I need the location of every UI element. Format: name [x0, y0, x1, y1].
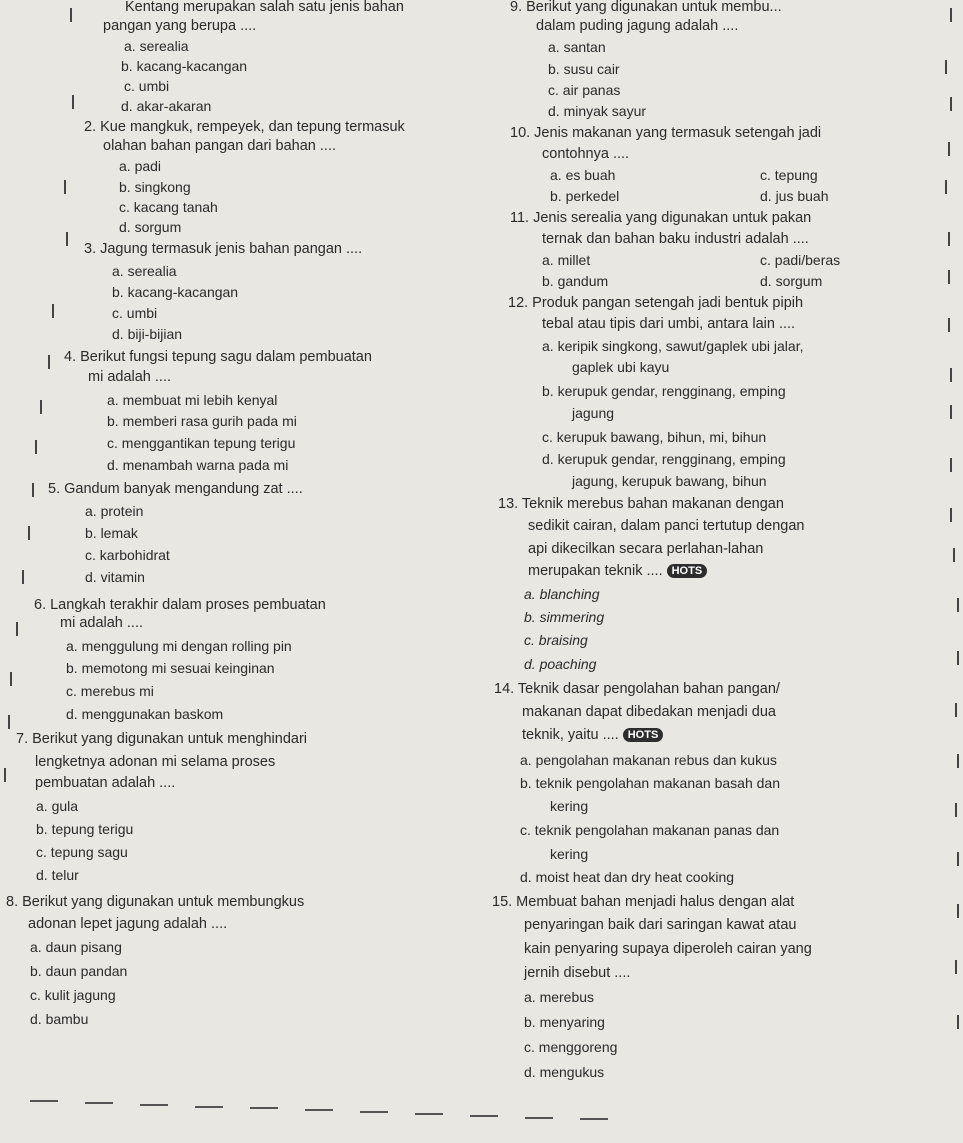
dash-line [360, 1111, 388, 1113]
line-text: c. braising [524, 632, 588, 648]
question-line [524, 940, 812, 958]
dash-line [415, 1113, 443, 1115]
line-text: d. sorgum [760, 273, 823, 289]
option-line [524, 585, 600, 603]
option-line [524, 1063, 604, 1081]
margin-bar [28, 526, 30, 540]
question-line [60, 614, 143, 632]
line-text: jagung [572, 405, 615, 421]
option-line [30, 1010, 88, 1028]
question-line [103, 17, 256, 35]
option-line [572, 472, 767, 490]
option-line [542, 272, 608, 290]
line-text: dalam puding jagung adalah .... [536, 18, 739, 34]
line-text: ternak dan bahan baku industri adalah .... [542, 231, 809, 247]
question-line [528, 562, 707, 580]
margin-bar [22, 570, 24, 584]
option-line [121, 97, 211, 115]
question-line [522, 726, 663, 744]
line-text: contohnya .... [542, 146, 630, 162]
line-text: d. kerupuk gendar, rengginang, emping [542, 451, 786, 467]
line-text: a. es buah [550, 167, 616, 183]
option-line [30, 938, 122, 956]
margin-bar [35, 440, 37, 454]
option-line [107, 391, 277, 409]
option-line [550, 166, 615, 184]
line-text: d. biji-bijian [112, 326, 183, 342]
question-line [35, 774, 175, 792]
margin-bar [953, 548, 955, 562]
line-text: c. menggantikan tepung terigu [107, 435, 296, 451]
hots-badge: HOTS [623, 728, 664, 742]
option-line [85, 568, 145, 586]
margin-bar [950, 405, 952, 419]
line-text: Kentang merupakan salah satu jenis bahan [125, 0, 404, 15]
option-line [520, 821, 779, 839]
option-line [66, 637, 292, 655]
option-line [548, 81, 620, 99]
margin-bar [950, 368, 952, 382]
line-text: jernih disebut .... [524, 965, 631, 981]
line-text: c. kerupuk bawang, bihun, mi, bihun [542, 429, 767, 445]
dash-line [30, 1100, 58, 1102]
option-line [85, 502, 143, 520]
line-text: c. kacang tanah [119, 199, 218, 215]
line-text: a. protein [85, 503, 144, 519]
line-text: a. millet [542, 252, 591, 268]
option-line [66, 705, 223, 723]
option-line [520, 751, 777, 769]
margin-bar [4, 768, 6, 782]
line-text: 2. Kue mangkuk, rempeyek, dan tepung termasuk [84, 119, 405, 135]
option-line [524, 631, 588, 649]
line-text: b. singkong [119, 179, 191, 195]
margin-bar [64, 180, 66, 194]
margin-bar [32, 483, 34, 497]
option-line [107, 412, 297, 430]
margin-bar [72, 95, 74, 109]
line-text: tebal atau tipis dari umbi, antara lain .... [542, 316, 796, 332]
margin-bar [948, 318, 950, 332]
option-line [542, 428, 766, 446]
line-text: c. kulit jagung [30, 987, 116, 1003]
question-line [88, 368, 171, 386]
line-text: c. tepung sagu [36, 844, 128, 860]
question-line [494, 680, 780, 698]
line-text: makanan dapat dibedakan menjadi dua [522, 704, 776, 720]
dash-line [250, 1107, 278, 1109]
question-line [35, 753, 275, 771]
line-text: 6. Langkah terakhir dalam proses pembuatan [34, 597, 326, 613]
margin-bar [950, 458, 952, 472]
line-text: b. daun pandan [30, 963, 128, 979]
margin-bar [955, 803, 957, 817]
margin-bar [48, 355, 50, 369]
line-text: c. air panas [548, 82, 621, 98]
option-line [66, 682, 154, 700]
margin-bar [957, 1015, 959, 1029]
line-text: olahan bahan pangan dari bahan .... [103, 138, 337, 154]
line-text: d. telur [36, 867, 79, 883]
line-text: c. menggoreng [524, 1039, 618, 1055]
margin-bar [957, 852, 959, 866]
line-text: d. minyak sayur [548, 103, 647, 119]
question-line [508, 294, 803, 312]
question-line [84, 118, 405, 136]
line-text: 12. Produk pangan setengah jadi bentuk pipih [508, 295, 804, 311]
line-text: 15. Membuat bahan menjadi halus dengan alat [492, 894, 795, 910]
line-text: d. jus buah [760, 188, 829, 204]
margin-bar [950, 97, 952, 111]
line-text: mi adalah .... [88, 369, 172, 385]
line-text: pangan yang berupa .... [103, 18, 257, 34]
question-line [528, 540, 763, 558]
line-text: a. merebus [524, 989, 595, 1005]
line-text: a. serealia [112, 263, 177, 279]
question-line [64, 348, 372, 366]
margin-bar [8, 715, 10, 729]
line-text: c. tepung [760, 167, 818, 183]
question-line [103, 137, 336, 155]
question-line [524, 964, 630, 982]
line-text: 9. Berikut yang digunakan untuk membu... [510, 0, 782, 15]
line-text: a. menggulung mi dengan rolling pin [66, 638, 292, 654]
line-text: d. akar-akaran [121, 98, 212, 114]
option-line [548, 60, 620, 78]
line-text: b. simmering [524, 609, 605, 625]
dash-line [470, 1115, 498, 1117]
line-text: c. merebus mi [66, 683, 154, 699]
margin-bar [66, 232, 68, 246]
line-text: 8. Berikut yang digunakan untuk membungkus [6, 894, 305, 910]
line-text: c. umbi [124, 78, 170, 94]
margin-bar [945, 180, 947, 194]
line-text: sedikit cairan, dalam panci tertutup dengan [528, 518, 805, 534]
question-line [48, 480, 303, 498]
option-line [550, 187, 619, 205]
option-line [36, 843, 128, 861]
question-line [510, 0, 782, 16]
question-line [34, 596, 326, 614]
line-text: b. lemak [85, 525, 138, 541]
line-text: d. bambu [30, 1011, 89, 1027]
margin-bar [948, 232, 950, 246]
line-text: d. sorgum [119, 219, 182, 235]
line-text: 13. Teknik merebus bahan makanan dengan [498, 496, 784, 512]
margin-bar [950, 8, 952, 22]
option-line [548, 102, 646, 120]
hots-badge: HOTS [667, 564, 708, 578]
option-line [30, 986, 116, 1004]
option-line [524, 1038, 617, 1056]
question-line [542, 315, 795, 333]
line-text: c. padi/beras [760, 252, 841, 268]
option-line [550, 797, 588, 815]
question-line [498, 495, 784, 513]
option-line [112, 304, 157, 322]
option-line [112, 325, 182, 343]
margin-bar [40, 400, 42, 414]
line-text: a. blanching [524, 586, 600, 602]
line-text: b. menyaring [524, 1014, 605, 1030]
question-line [524, 916, 796, 934]
margin-bar [945, 60, 947, 74]
line-text: a. membuat mi lebih kenyal [107, 392, 278, 408]
line-text: d. menambah warna pada mi [107, 457, 289, 473]
margin-bar [950, 508, 952, 522]
line-text: 14. Teknik dasar pengolahan bahan pangan/ [494, 681, 780, 697]
line-text: d. moist heat dan dry heat cooking [520, 869, 735, 885]
line-text: b. memberi rasa gurih pada mi [107, 413, 297, 429]
option-line [572, 358, 669, 376]
margin-bar [52, 304, 54, 318]
option-line [36, 820, 133, 838]
dash-line [580, 1118, 608, 1120]
option-line [124, 77, 169, 95]
line-text: b. gandum [542, 273, 609, 289]
line-text: teknik, yaitu .... [522, 727, 619, 743]
line-text: c. karbohidrat [85, 547, 170, 563]
question-line [492, 893, 794, 911]
line-text: a. daun pisang [30, 939, 122, 955]
margin-bar [948, 142, 950, 156]
option-line [36, 797, 78, 815]
question-line [510, 209, 811, 227]
margin-bar [10, 672, 12, 686]
dash-line [525, 1117, 553, 1119]
option-line [548, 38, 606, 56]
option-line [112, 262, 177, 280]
option-line [124, 37, 189, 55]
option-line [760, 251, 840, 269]
margin-bar [957, 754, 959, 768]
question-line [84, 240, 362, 258]
question-line [510, 124, 821, 142]
line-text: d. menggunakan baskom [66, 706, 224, 722]
option-line [542, 251, 590, 269]
line-text: b. kerupuk gendar, rengginang, emping [542, 383, 786, 399]
margin-bar [957, 904, 959, 918]
option-line [760, 272, 822, 290]
line-text: d. mengukus [524, 1064, 605, 1080]
option-line [524, 608, 604, 626]
dash-line [140, 1104, 168, 1106]
line-text: b. tepung terigu [36, 821, 134, 837]
option-line [119, 157, 161, 175]
question-line [6, 893, 304, 911]
line-text: kering [550, 798, 589, 814]
question-line [522, 703, 776, 721]
question-line [16, 730, 307, 748]
line-text: c. teknik pengolahan makanan panas dan [520, 822, 780, 838]
option-line [524, 988, 594, 1006]
option-line [520, 868, 734, 886]
line-text: a. serealia [124, 38, 189, 54]
option-line [119, 198, 218, 216]
line-text: kering [550, 846, 589, 862]
question-line [528, 517, 804, 535]
option-line [30, 962, 127, 980]
option-line [542, 450, 786, 468]
option-line [66, 659, 275, 677]
line-text: merupakan teknik .... [528, 563, 663, 579]
margin-bar [957, 598, 959, 612]
line-text: c. umbi [112, 305, 158, 321]
option-line [572, 404, 614, 422]
line-text: kain penyaring supaya diperoleh cairan yang [524, 941, 812, 957]
line-text: api dikecilkan secara perlahan-lahan [528, 541, 764, 557]
option-line [119, 178, 191, 196]
option-line [107, 456, 288, 474]
question-line [542, 230, 809, 248]
line-text: gaplek ubi kayu [572, 359, 670, 375]
line-text: lengketnya adonan mi selama proses [35, 754, 276, 770]
line-text: a. pengolahan makanan rebus dan kukus [520, 752, 777, 768]
margin-bar [955, 703, 957, 717]
line-text: 7. Berikut yang digunakan untuk menghindari [16, 731, 307, 747]
option-line [36, 866, 79, 884]
margin-bar [70, 8, 72, 22]
option-line [520, 774, 780, 792]
option-line [760, 166, 818, 184]
question-line [536, 17, 738, 35]
margin-bar [16, 622, 18, 636]
line-text: penyaringan baik dari saringan kawat atau [524, 917, 797, 933]
line-text: adonan lepet jagung adalah .... [28, 916, 228, 932]
line-text: b. teknik pengolahan makanan basah dan [520, 775, 780, 791]
line-text: b. kacang-kacangan [112, 284, 239, 300]
dash-line [305, 1109, 333, 1111]
option-line [85, 524, 138, 542]
option-line [550, 845, 588, 863]
option-line [107, 434, 295, 452]
line-text: 11. Jenis serealia yang digunakan untuk pakan [510, 210, 812, 226]
line-text: pembuatan adalah .... [35, 775, 176, 791]
question-line [125, 0, 404, 16]
line-text: 3. Jagung termasuk jenis bahan pangan .... [84, 241, 363, 257]
line-text: jagung, kerupuk bawang, bihun [572, 473, 767, 489]
line-text: 4. Berikut fungsi tepung sagu dalam pembuatan [64, 349, 372, 365]
line-text: 5. Gandum banyak mengandung zat .... [48, 481, 303, 497]
line-text: b. kacang-kacangan [121, 58, 248, 74]
line-text: a. santan [548, 39, 606, 55]
line-text: a. keripik singkong, sawut/gaplek ubi jalar, [542, 338, 804, 354]
option-line [119, 218, 181, 236]
dash-line [85, 1102, 113, 1104]
line-text: 10. Jenis makanan yang termasuk setengah jadi [510, 125, 822, 141]
dash-line [195, 1106, 223, 1108]
option-line [524, 655, 596, 673]
option-line [112, 283, 238, 301]
question-line [28, 915, 227, 933]
option-line [524, 1013, 605, 1031]
option-line [542, 337, 803, 355]
question-line [542, 145, 629, 163]
line-text: b. perkedel [550, 188, 620, 204]
option-line [542, 382, 786, 400]
margin-bar [948, 270, 950, 284]
margin-bar [955, 960, 957, 974]
line-text: d. poaching [524, 656, 597, 672]
option-line [121, 57, 247, 75]
line-text: a. gula [36, 798, 79, 814]
line-text: mi adalah .... [60, 615, 144, 631]
line-text: b. memotong mi sesuai keinginan [66, 660, 275, 676]
line-text: d. vitamin [85, 569, 145, 585]
line-text: b. susu cair [548, 61, 620, 77]
option-line [85, 546, 170, 564]
option-line [760, 187, 829, 205]
margin-bar [957, 651, 959, 665]
line-text: a. padi [119, 158, 162, 174]
